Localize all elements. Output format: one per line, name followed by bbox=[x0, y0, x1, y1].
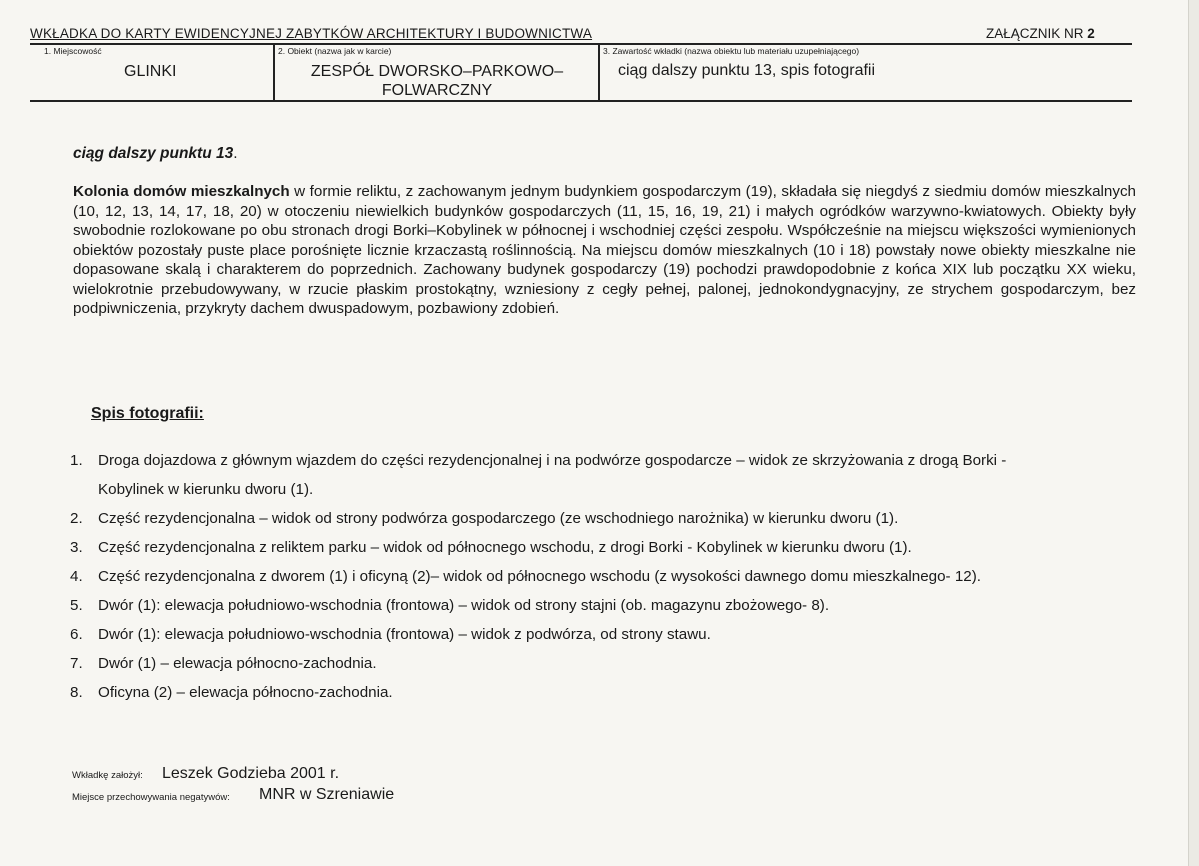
author-value: Leszek Godzieba 2001 r. bbox=[162, 765, 340, 782]
list-item: 5. Dwór (1): elewacja południowo-wschodnia (frontowa) – widok od strony stajni (ob. magazynu zbożowego- 8). bbox=[70, 597, 830, 614]
object-label: 2. Obiekt (nazwa jak w karcie) bbox=[278, 46, 392, 56]
object-value-line-2: FOLWARCZNY bbox=[381, 82, 493, 99]
header-bottom-rule bbox=[30, 100, 1132, 102]
field-divider-2 bbox=[598, 43, 600, 101]
list-item: Kobylinek w kierunku dworu (1). bbox=[98, 481, 314, 498]
section-heading: ciąg dalszy punktu 13. bbox=[73, 145, 238, 162]
object-value bbox=[278, 62, 596, 100]
field-divider-1 bbox=[273, 43, 275, 101]
list-item: 6. Dwór (1): elewacja południowo-wschodnia (frontowa) – widok z podwórza, od strony stawu. bbox=[70, 626, 711, 643]
list-item: 4. Część rezydencjonalna z dworem (1) i oficyną (2)– widok od północnego wschodu (z wysokości dawnego domu mieszkalnego- 12). bbox=[70, 568, 981, 585]
author-label: Wkładkę założył: bbox=[72, 770, 143, 781]
form-title: WKŁADKA DO KARTY EWIDENCYJNEJ ZABYTKÓW ARCHITEKTURY I BUDOWNICTWA bbox=[30, 26, 593, 41]
storage-value: MNR w Szreniawie bbox=[259, 786, 395, 803]
list-item: 1. Droga dojazdowa z głównym wjazdem do części rezydencjonalnej i na podwórze gospodarcze – widok ze skrzyżowania z drogą Borki - bbox=[70, 452, 1007, 469]
list-item: 7. Dwór (1) – elewacja północno-zachodnia. bbox=[70, 655, 377, 672]
storage-label: Miejsce przechowywania negatywów: bbox=[72, 792, 230, 803]
photo-list bbox=[70, 446, 1170, 707]
locality-value: GLINKI bbox=[124, 63, 177, 80]
scan-edge bbox=[1188, 0, 1199, 866]
list-item: 3. Część rezydencjonalna z reliktem parku – widok od północnego wschodu, z drogi Borki - Kobylinek w kierunku dworu (1). bbox=[70, 539, 912, 556]
list-item: 2. Część rezydencjonalna – widok od strony podwórza gospodarczego (ze wschodniego narożnika) w kierunku dworu (1). bbox=[70, 510, 899, 527]
contents-value: ciąg dalszy punktu 13, spis fotografii bbox=[618, 62, 876, 79]
annex-number: 2 bbox=[1087, 26, 1095, 41]
object-value-line-1: ZESPÓŁ DWORSKO–PARKOWO– bbox=[310, 63, 564, 80]
description-paragraph bbox=[73, 182, 1136, 319]
photo-list-heading: Spis fotografii: bbox=[91, 405, 204, 422]
paragraph-lead: Kolonia domów mieszkalnych bbox=[73, 183, 290, 200]
list-item: 8. Oficyna (2) – elewacja północno-zachodnia. bbox=[70, 684, 393, 701]
annex-label: ZAŁĄCZNIK NR 2 bbox=[986, 26, 1095, 41]
locality-label: 1. Miejscowość bbox=[44, 46, 102, 56]
header-top-rule bbox=[30, 43, 1132, 45]
contents-label: 3. Zawartość wkładki (nazwa obiektu lub materiału uzupełniającego) bbox=[603, 46, 860, 56]
paragraph-body: w formie reliktu, z zachowanym jednym budynkiem gospodarczym (19), składała się niegdyś z siedmiu domów mieszkalnych (10, 12, 13, 14, 17, 18, 20) w otoczeniu niewielkich budynków gospodarczych (11, 15, 16, 19, 21) i małych ogródków warzywno-kwiatowych. Obiekty były swobodnie rozlokowane po obu stronach drogi Borki–Kobylinek w północnej i wschodniej części zespołu. Współcześnie na miejscu większości wymienionych obiektów pozostały puste place porośnięte licznie krzaczastą roślinnością. Na miejscu domów mieszkalnych (10 i 18) powstały nowe obiekty mieszkalne nie dopasowane skalą i charakterem do poprzednich. Zachowany budynek gospodarczy (19) pochodzi prawdopodobnie z końca XIX lub początku XX wieku, wielokrotnie przebudowywany, w rzucie płaskim prostokątny, wzniesiony z cegły pełnej, palonej, jednokondygnacyjny, ze strychem gospodarczym, bez podpiwniczenia, przykryty dachem dwuspadowym, pozbawiony zdobień. bbox=[73, 183, 1137, 317]
